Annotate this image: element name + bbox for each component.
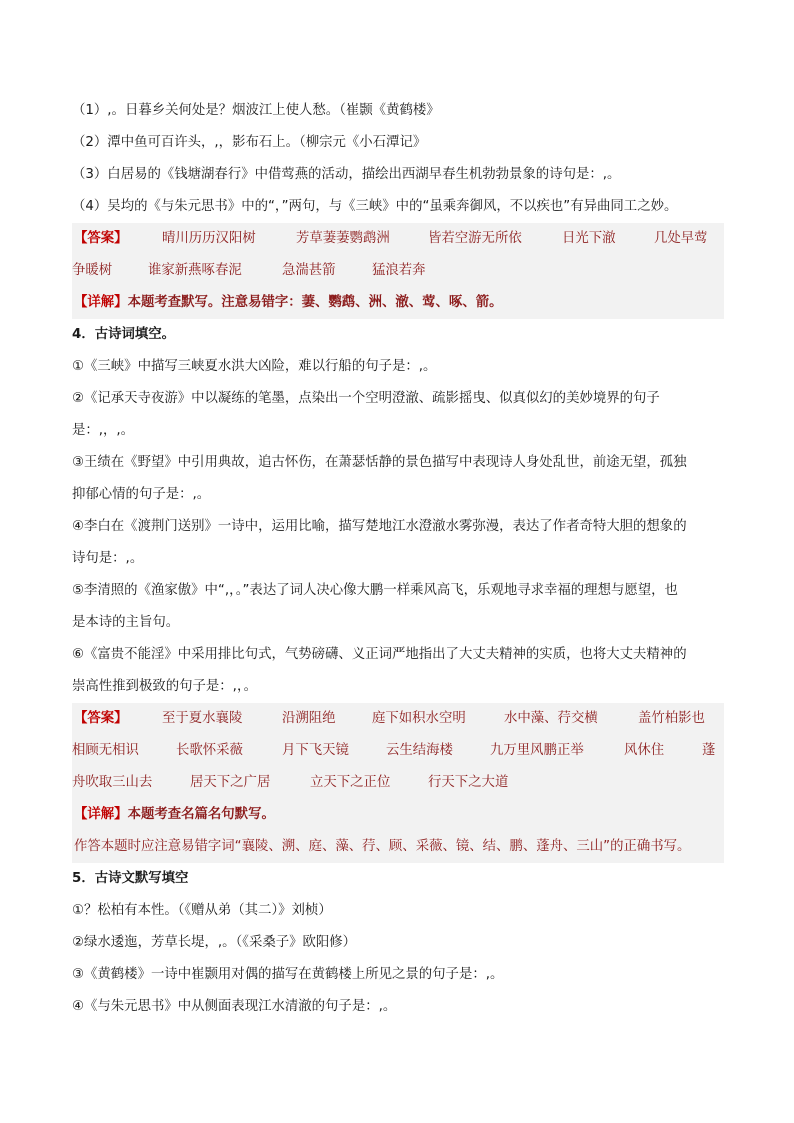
question-heading: 5．古诗文默写填空	[72, 871, 189, 886]
answer-item: 九万里风鹏正举	[490, 743, 584, 758]
answer-item: 几处早莺	[654, 231, 708, 246]
detail-tag: 【详解】	[74, 295, 128, 310]
detail-line	[74, 287, 503, 319]
answer-row	[72, 735, 724, 767]
answer-item: 相顾无相识	[72, 743, 139, 758]
detail-line	[74, 799, 275, 831]
answer-item: 谁家新燕啄春泥	[148, 263, 242, 278]
question-line: ⑥《富贵不能淫》中采用排比句式，气势磅礴、义正词严地指出了大丈夫精神的实质，也将大丈夫精神的	[72, 647, 687, 662]
question-line: ③《黄鹤楼》一诗中崔颢用对偶的描写在黄鹤楼上所见之景的句子是：,。	[72, 967, 504, 982]
answer-row	[72, 223, 724, 255]
question-line: 是本诗的主旨句。	[72, 615, 180, 630]
answer-item: 月下飞天镜	[282, 743, 349, 758]
question-line: 抑郁心情的句子是：,。	[72, 487, 211, 502]
question-line: ④李白在《渡荆门送别》一诗中，运用比喻，描写楚地江水澄澈水雾弥漫，表达了作者奇特大胆的想象的	[72, 519, 687, 534]
question-line: （1）,。日暮乡关何处是？烟波江上使人愁。（崔颢《黄鹤楼》	[72, 103, 440, 118]
detail-row	[72, 799, 724, 831]
answer-item: 芳草萋萋鹦鹉洲	[296, 231, 390, 246]
answer-item: 皆若空游无所依	[428, 231, 522, 246]
answer-tag: 【答案】	[74, 231, 128, 246]
detail-row	[72, 831, 724, 863]
answer-item: 争暖树	[72, 263, 113, 278]
answer-item: 盖竹柏影也	[638, 711, 705, 726]
answer-block	[72, 703, 724, 863]
answer-block	[72, 223, 724, 319]
question-line: ④《与朱元思书》中从侧面表现江水清澈的句子是：,。	[72, 999, 397, 1014]
answer-item: 舟吹取三山去	[72, 775, 153, 790]
answer-item: 风休住	[624, 743, 665, 758]
answer-item: 日光下澈	[562, 231, 616, 246]
answer-item: 晴川历历汉阳树	[162, 231, 256, 246]
question-line: 崇高性推到极致的句子是：,，。	[72, 679, 258, 694]
answer-item: 至于夏水襄陵	[162, 711, 243, 726]
answer-item: 沿溯阻绝	[282, 711, 336, 726]
answer-item: 庭下如积水空明	[372, 711, 466, 726]
question-line: ①《三峡》中描写三峡夏水洪大凶险，难以行船的句子是：,。	[72, 359, 437, 374]
question-line: 是：,，,。	[72, 423, 135, 438]
detail-row	[72, 287, 724, 319]
answer-row	[72, 703, 724, 735]
answer-item: 蓬	[702, 743, 716, 758]
answer-item: 立天下之正位	[310, 775, 391, 790]
answer-row	[72, 255, 724, 287]
question-line: ②绿水逶迤，芳草长堤，,。（《采桑子》欧阳修）	[72, 935, 357, 950]
answer-item: 水中藻、荇交横	[504, 711, 598, 726]
document-page	[72, 95, 724, 1023]
answer-item: 行天下之大道	[428, 775, 509, 790]
answer-item: 长歌怀采薇	[176, 743, 243, 758]
question-line: ⑤李清照的《渔家傲》中“,，。”表达了词人决心像大鹏一样乘风高飞，乐观地寻求幸福的理想与愿望，也	[72, 583, 678, 598]
answer-row	[72, 767, 724, 799]
answer-item: 猛浪若奔	[372, 263, 426, 278]
answer-item: 急湍甚箭	[282, 263, 336, 278]
question-heading: 4．古诗词填空。	[72, 327, 176, 342]
question-line: ②《记承天寺夜游》中以凝练的笔墨，点染出一个空明澄澈、疏影摇曳、似真似幻的美妙境界的句子	[72, 391, 660, 406]
question-line: 诗句是：,。	[72, 551, 144, 566]
question-line: （2）潭中鱼可百许头，,，影布石上。（柳宗元《小石潭记》	[72, 135, 427, 150]
detail-tag: 【详解】	[74, 807, 128, 822]
question-line: （3）白居易的《钱塘湖春行》中借莺燕的活动，描绘出西湖早春生机勃勃景象的诗句是：,。	[72, 167, 621, 182]
detail-text: 作答本题时应注意易错字词“襄陵、溯、庭、藻、荇、顾、采薇、镜、结、鹏、蓬舟、三山”的正确书写。	[74, 839, 691, 854]
answer-item: 居天下之广居	[190, 775, 271, 790]
detail-text: 本题考查默写。注意易错字：萋、鹦鹉、洲、澈、莺、啄、箭。	[127, 295, 503, 310]
question-line: （4）吴均的《与朱元思书》中的“，”两句，与《三峡》中的“虽乘奔御风，不以疾也”有异曲同工之妙。	[72, 199, 678, 214]
answer-tag: 【答案】	[74, 711, 128, 726]
answer-item: 云生结海楼	[386, 743, 453, 758]
detail-text: 本题考查名篇名句默写。	[127, 807, 275, 822]
question-line: ③王绩在《野望》中引用典故，追古怀伤，在萧瑟恬静的景色描写中表现诗人身处乱世，前途无望，孤独	[72, 455, 687, 470]
question-line: ①？松柏有本性。（《赠从弟（其二）》刘桢）	[72, 903, 332, 918]
